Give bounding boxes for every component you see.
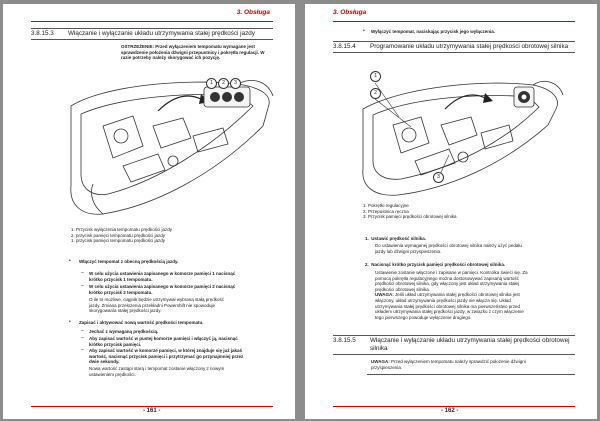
figure-legend: 1. Przycisk wyłączenia tempomatu prędkości jazdy 2. przycisk pamięci tempomatu prędkości jazdy 1. przycisk pamięci tempomatu prędkości jazdy (71, 227, 173, 244)
step-1-title: 1. Ustawić prędkość silnika. (365, 236, 427, 241)
bullet-icon: • (363, 28, 365, 34)
callout-2: 2 (370, 88, 381, 99)
section-title: Programowanie układu utrzymywania stałej prędkości obrotowej silnika (370, 43, 569, 50)
step-1-text: Do ustawienia wymaganej prędkości obrotowej silnika należy użyć pedału jazdy lub dźwigni przyspieszenia. (375, 243, 522, 254)
step-1-option-1: W celu użycia ustawienia zapisanego w komorze pamięci 1 nacisnąć krótko przycisk 1 tempomatu. (89, 271, 236, 282)
page-number: - 162 - (441, 408, 459, 414)
header-rule (31, 21, 273, 22)
step-2-title: Zapisać i aktywować nową wartość prędkości tempomatu. (79, 320, 204, 325)
step-2-option-3: Aby zapisać wartość w komorze pamięci, w której znajduje się już jakaś wartość, nacisnąć przycisk pamięci i przytrzymać go przynajmniej przez dwie sekundy. (89, 348, 244, 365)
step-2-text: Ustawienie zostanie włączone i zapisane w pamięci. Kontrolka świeci się. Za pomocą pokrętła regulacyjnego można dostosowywać zapisaną wartość prędkości obrotowej silnika, gdy włączony jest układ utrzymywania stałej prędkości obrotowej silnika. UWAGA: Jeśli układ utrzymywania stałej prędkości obrotowej silnika jest włączony, układ utrzymywania prędkości jazdy nie włącza się. Układ utrzymywania stałej prędkości obrotowej silnika ma pierwszeństwo przed układem utrzymywania stałej prędkości jazdy, w związku z czym włączenie tego pierwszego powoduje wyłączenie drugiego. (375, 270, 528, 320)
step-1-note: O ile to możliwe, ciągnik będzie utrzymywał wybraną stałą prędkość jazdy. Zmiana przełożenia przekładni Powershift nie spowoduje skorygowania stałej prędkości jazdy. (89, 297, 225, 314)
bullet-icon: • (69, 258, 71, 264)
bullet-icon: – (81, 347, 84, 353)
button-inset (203, 86, 251, 108)
header-rule (333, 21, 575, 22)
armrest-figure (353, 69, 573, 199)
figure-legend: 1. Pokrętło regulacyjne 2. Przepustnica ręczna 3. Przycisk pamięci prędkości obrotowej silnika (363, 203, 457, 220)
bullet-icon: – (81, 335, 84, 341)
top-step: Wyłączyć tempomat, naciskając przycisk jego wyłączenia. (371, 29, 495, 34)
warning-text: OSTRZEŻENIE: Przed wyłączeniem tempomatu wymagane jest sprawdzenie położenia dźwigni przepustnicy i pokrętła regulacji. W razie potrzeby należy skorygować ich pozycję. (121, 44, 265, 61)
callout-3: 3 (433, 172, 444, 183)
section-number: 3.8.15.5 (333, 337, 356, 344)
uwaga-note: UWAGA: Przed wyłączeniem tempomatu należy sprawdzić położenie dźwigni przyspieszenia. (371, 359, 526, 370)
divider (367, 374, 575, 375)
section-heading (31, 28, 273, 40)
section-number: 3.8.15.4 (333, 43, 356, 50)
bullet-icon: – (81, 270, 84, 276)
bullet-icon: • (69, 319, 71, 325)
step-2-note: Nowa wartość zastąpi starą i tempomat zostanie włączony z nowym ustawieniem prędkości. (89, 366, 225, 377)
page-right (305, 4, 597, 419)
page-header: 3. Obsługa (333, 9, 367, 16)
page-left (3, 4, 295, 419)
memory-button-inset (513, 86, 535, 108)
page-number: - 161 - (143, 408, 161, 414)
callout-1: 1 (206, 78, 217, 89)
step-2-option-2: Aby zapisać wartość w pustej komorze pamięci i włączyć ją, nacisnąć krótko przycisk pamięci. (89, 336, 238, 347)
callout-2: 2 (218, 78, 229, 89)
bullet-icon: – (81, 328, 84, 334)
step-1-title: Włączyć tempomat z obecną prędkością jazdy. (79, 259, 179, 264)
page-header: 3. Obsługa (236, 9, 270, 16)
bullet-icon: – (81, 283, 84, 289)
footer-rule (31, 406, 273, 407)
step-2-title: 2. Nacisnąć krótko przycisk pamięci prędkości obrotowej silnika. (365, 262, 506, 267)
section-number: 3.8.15.3 (31, 30, 54, 37)
section-title: Włączanie i wyłączanie układu utrzymywania stałej prędkości jazdy (68, 30, 255, 37)
step-1-option-2: W celu użycia ustawienia zapisanego w komorze pamięci 2 nacisnąć krótko przycisk 2 tempomatu. (89, 284, 236, 295)
step-2-option-1: Jechać z wymaganą prędkością. (89, 329, 159, 334)
section-heading (333, 41, 575, 53)
footer-rule (333, 406, 575, 407)
section-title: Włączanie i wyłączanie układu utrzymywania stałej prędkości obrotowej silnika (370, 337, 570, 352)
callout-1: 1 (370, 71, 381, 82)
callout-3: 3 (230, 78, 241, 89)
section-heading (333, 335, 575, 355)
